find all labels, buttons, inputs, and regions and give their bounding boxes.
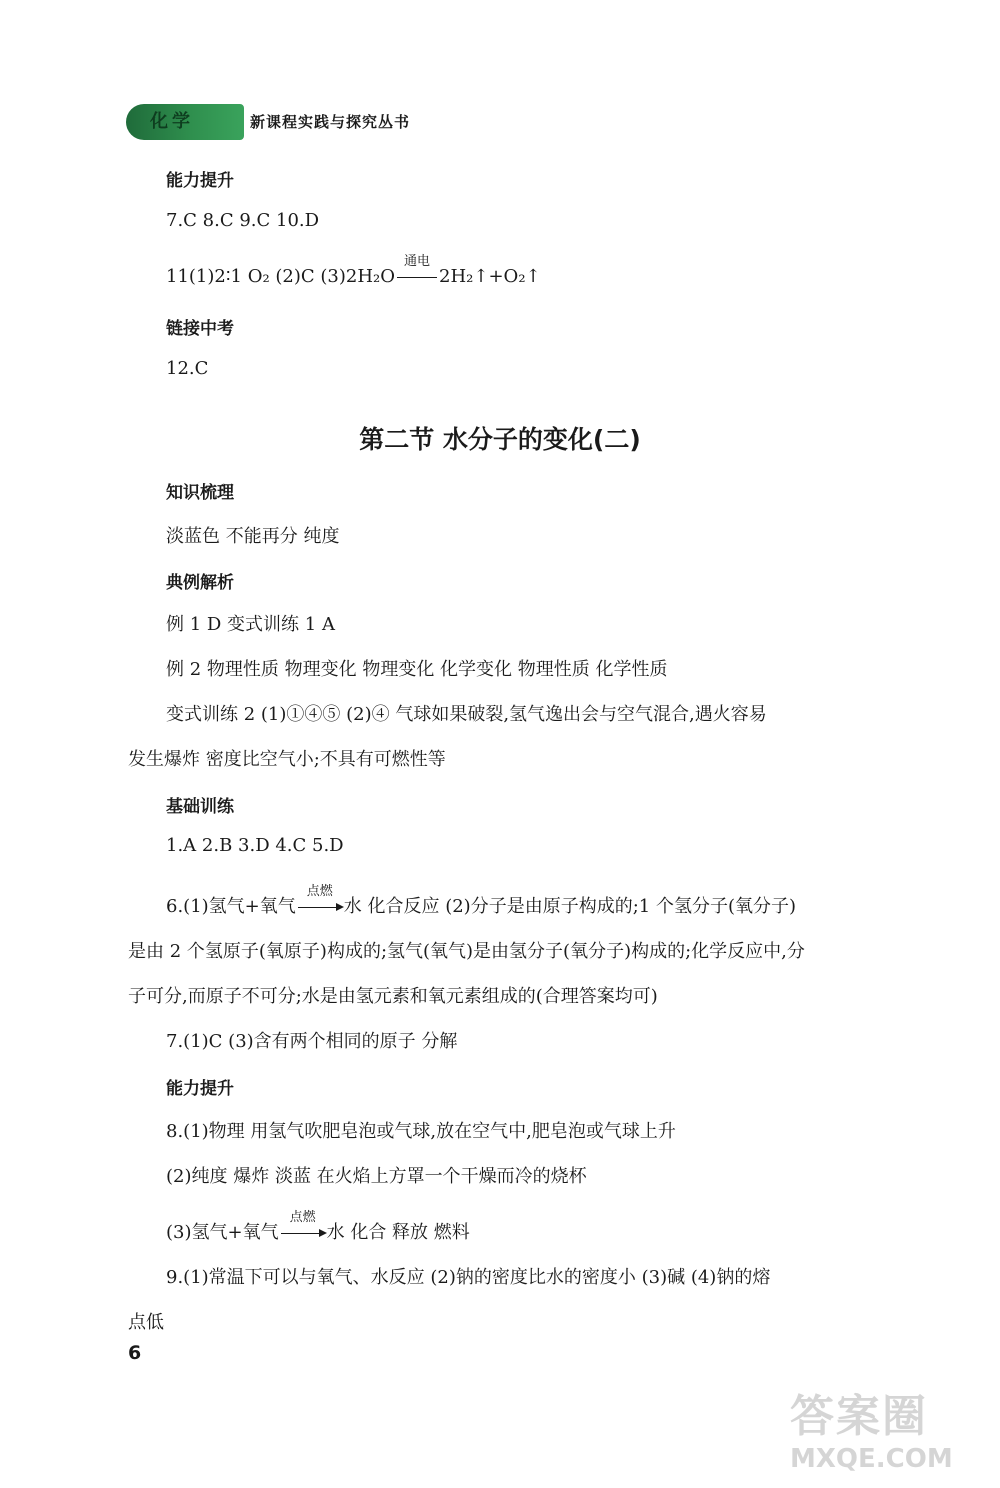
answer-line-11	[166, 254, 541, 287]
page-number: 6	[128, 1342, 142, 1364]
electrolysis-condition	[395, 254, 439, 287]
ignite-condition-2	[279, 1210, 327, 1243]
condition-label: 点燃	[306, 884, 333, 899]
watermark-logo	[790, 1380, 980, 1474]
basic-line-6-cont-1: 是由 2 个氢原子(氧原子)构成的;氢气(氧气)是由氢分子(氧分子)构成的;化学反应中,分	[128, 941, 805, 962]
section-title: 第二节 水分子的变化(二)	[359, 425, 641, 454]
example-line-2: 例 2 物理性质 物理变化 物理变化 化学变化 物理性质 化学性质	[166, 659, 668, 680]
example-line-1: 例 1 D 变式训练 1 A	[166, 614, 335, 635]
ability-line-8: 8.(1)物理 用氢气吹肥皂泡或气球,放在空气中,肥皂泡或气球上升	[166, 1121, 676, 1142]
series-title: 新课程实践与探究丛书	[250, 113, 411, 131]
basic-line-7: 7.(1)C (3)含有两个相同的原子 分解	[166, 1031, 458, 1052]
condition-label: 点燃	[289, 1210, 316, 1225]
answer-line-12: 12.C	[166, 358, 209, 379]
heading-link: 链接中考	[166, 319, 234, 339]
heading-ability-2: 能力提升	[166, 1079, 234, 1099]
heading-basic: 基础训练	[166, 797, 234, 817]
ignite-condition	[296, 884, 344, 917]
heading-ability-1: 能力提升	[166, 171, 234, 191]
basic-line-1: 1.A 2.B 3.D 4.C 5.D	[166, 835, 344, 856]
heading-knowledge: 知识梳理	[166, 483, 234, 503]
condition-label: 通电	[404, 254, 431, 269]
ability-line-9: 9.(1)常温下可以与氧气、水反应 (2)钠的密度比水的密度小 (3)碱 (4)钠的熔	[166, 1267, 771, 1288]
answer-line-11-start: 11(1)2∶1 O₂ (2)C (3)2H₂O	[166, 266, 396, 287]
ability-line-8-3-end: 水 化合 释放 燃料	[326, 1222, 470, 1243]
ability-line-9-cont: 点低	[128, 1312, 164, 1333]
example-line-4: 发生爆炸 密度比空气小;不具有可燃性等	[128, 749, 446, 770]
ability-line-8-2: (2)纯度 爆炸 淡蓝 在火焰上方罩一个干燥而冷的烧杯	[166, 1166, 587, 1187]
basic-line-6-end: 水 化合反应 (2)分子是由原子构成的;1 个氢分子(氧分子)	[343, 896, 796, 917]
basic-line-6-start: 6.(1)氢气+氧气	[166, 896, 296, 917]
subject-badge-label: 化学	[150, 111, 194, 132]
heading-example: 典例解析	[166, 573, 234, 593]
example-line-3: 变式训练 2 (1)①④⑤ (2)④ 气球如果破裂,氢气逸出会与空气混合,遇火容易	[166, 704, 767, 725]
ability-line-8-3-start: (3)氢气+氧气	[166, 1222, 279, 1243]
basic-line-6	[166, 884, 796, 918]
watermark-text: 答案圈	[790, 1391, 928, 1442]
answer-line-11-end: 2H₂↑+O₂↑	[439, 266, 541, 287]
knowledge-line: 淡蓝色 不能再分 纯度	[166, 526, 340, 547]
basic-line-6-cont-2: 子可分,而原子不可分;水是由氢元素和氧元素组成的(合理答案均可)	[128, 986, 658, 1007]
ability-line-8-3	[166, 1210, 470, 1244]
answer-line-7: 7.C 8.C 9.C 10.D	[166, 210, 320, 231]
watermark-url: MXQE.COM	[790, 1444, 953, 1474]
